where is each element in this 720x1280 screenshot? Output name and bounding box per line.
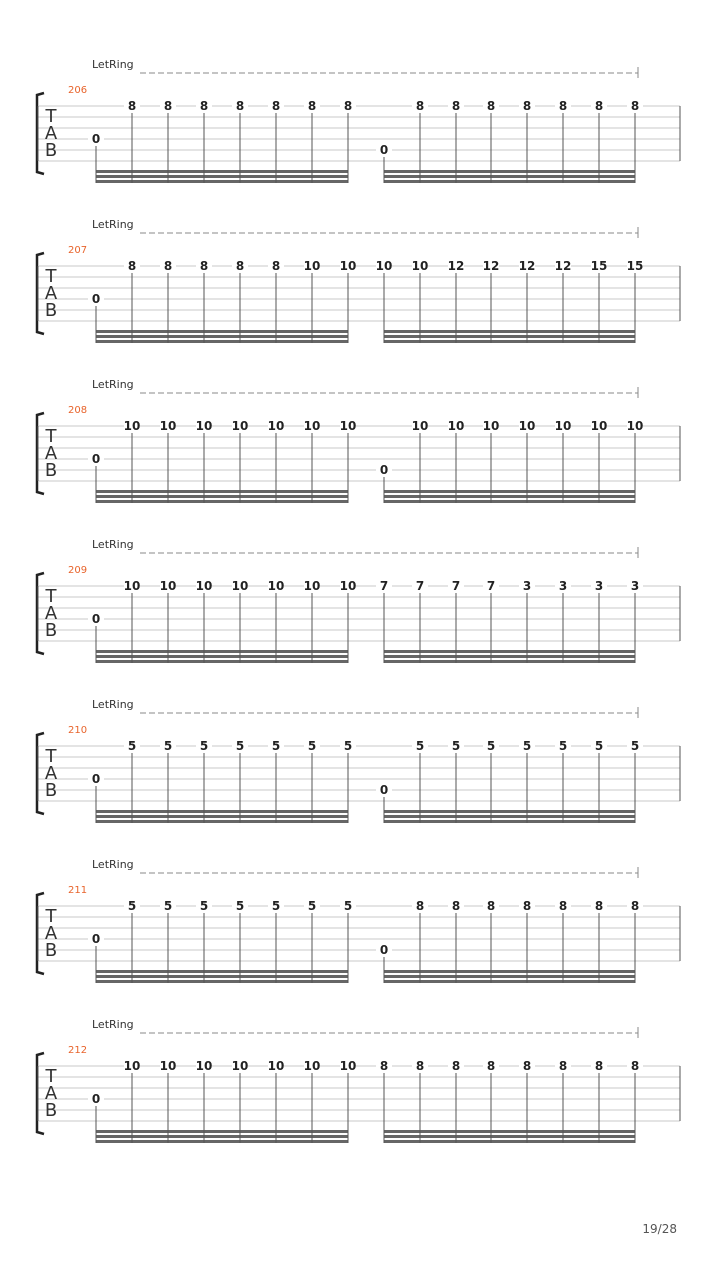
fret-number: 5 (343, 899, 353, 913)
fret-number: 10 (231, 1059, 249, 1073)
note-beam (384, 500, 635, 503)
fret-number: 8 (522, 899, 532, 913)
fret-number: 0 (91, 1092, 101, 1106)
measure-number: 212 (68, 1045, 88, 1056)
note-beam (384, 495, 635, 498)
fret-number: 5 (415, 739, 425, 753)
fret-number: 0 (379, 463, 389, 477)
fret-number: 3 (594, 579, 604, 593)
fret-number: 8 (522, 1059, 532, 1073)
note-beam (384, 660, 635, 663)
note-beam (96, 1130, 348, 1133)
let-ring-label: LetRing (92, 58, 134, 71)
fret-number: 10 (267, 579, 285, 593)
fret-number: 5 (199, 739, 209, 753)
fret-number: 8 (558, 99, 568, 113)
note-beam (96, 180, 348, 183)
fret-number: 0 (91, 452, 101, 466)
fret-number: 8 (271, 99, 281, 113)
fret-number: 5 (271, 739, 281, 753)
measure-number: 207 (68, 245, 88, 256)
fret-number: 15 (590, 259, 608, 273)
tab-clef-letter: T (45, 586, 57, 607)
fret-number: 7 (451, 579, 461, 593)
note-beam (96, 490, 348, 493)
fret-number: 8 (594, 99, 604, 113)
fret-number: 8 (163, 259, 173, 273)
note-beam (384, 810, 635, 813)
fret-number: 10 (123, 579, 141, 593)
fret-number: 10 (339, 579, 357, 593)
fret-number: 8 (127, 99, 137, 113)
let-ring-label: LetRing (92, 378, 134, 391)
fret-number: 10 (123, 419, 141, 433)
fret-number: 10 (195, 419, 213, 433)
note-beam (384, 340, 635, 343)
fret-number: 10 (195, 579, 213, 593)
fret-number: 5 (594, 739, 604, 753)
fret-number: 10 (303, 579, 321, 593)
fret-number: 8 (307, 99, 317, 113)
fret-number: 8 (630, 899, 640, 913)
fret-number: 0 (91, 772, 101, 786)
fret-number: 8 (127, 259, 137, 273)
note-beam (384, 820, 635, 823)
note-beam (96, 815, 348, 818)
tab-clef-letter: B (44, 620, 58, 641)
fret-number: 8 (630, 99, 640, 113)
fret-number: 5 (343, 739, 353, 753)
tab-clef-letter: B (44, 460, 58, 481)
fret-number: 5 (163, 899, 173, 913)
fret-number: 10 (411, 419, 429, 433)
fret-number: 8 (558, 1059, 568, 1073)
note-beam (384, 1135, 635, 1138)
note-beam (384, 815, 635, 818)
note-beam (96, 810, 348, 813)
measure-number: 211 (68, 885, 88, 896)
fret-number: 10 (195, 1059, 213, 1073)
note-beam (96, 1135, 348, 1138)
fret-number: 8 (486, 899, 496, 913)
fret-number: 5 (451, 739, 461, 753)
page-number: 19/28 (642, 1222, 677, 1236)
fret-number: 10 (159, 579, 177, 593)
let-ring-label: LetRing (92, 538, 134, 551)
fret-number: 8 (594, 1059, 604, 1073)
fret-number: 10 (339, 419, 357, 433)
let-ring-label: LetRing (92, 698, 134, 711)
fret-number: 10 (482, 419, 500, 433)
fret-number: 0 (379, 783, 389, 797)
fret-number: 7 (486, 579, 496, 593)
fret-number: 10 (303, 1059, 321, 1073)
fret-number: 8 (343, 99, 353, 113)
fret-number: 10 (159, 419, 177, 433)
fret-number: 5 (127, 899, 137, 913)
tab-clef-letter: A (44, 123, 58, 144)
fret-number: 8 (558, 899, 568, 913)
fret-number: 8 (451, 99, 461, 113)
fret-number: 3 (522, 579, 532, 593)
note-beam (384, 655, 635, 658)
note-beam (96, 335, 348, 338)
fret-number: 8 (415, 899, 425, 913)
fret-number: 8 (451, 899, 461, 913)
fret-number: 8 (163, 99, 173, 113)
fret-number: 0 (379, 943, 389, 957)
fret-number: 12 (482, 259, 500, 273)
tab-clef-letter: T (45, 426, 57, 447)
tab-clef-letter: A (44, 283, 58, 304)
fret-number: 8 (235, 99, 245, 113)
tab-clef-letter: A (44, 763, 58, 784)
note-beam (384, 1130, 635, 1133)
note-beam (384, 180, 635, 183)
fret-number: 5 (522, 739, 532, 753)
let-ring-label: LetRing (92, 858, 134, 871)
fret-number: 8 (379, 1059, 389, 1073)
fret-number: 10 (375, 259, 393, 273)
fret-number: 10 (339, 1059, 357, 1073)
fret-number: 5 (307, 739, 317, 753)
fret-number: 8 (271, 259, 281, 273)
tab-clef-letter: T (45, 746, 57, 767)
tab-clef-letter: A (44, 603, 58, 624)
fret-number: 10 (554, 419, 572, 433)
fret-number: 8 (594, 899, 604, 913)
measure-number: 210 (68, 725, 88, 736)
fret-number: 10 (303, 259, 321, 273)
fret-number: 8 (630, 1059, 640, 1073)
fret-number: 10 (159, 1059, 177, 1073)
tab-clef-letter: T (45, 106, 57, 127)
fret-number: 5 (163, 739, 173, 753)
fret-number: 8 (486, 1059, 496, 1073)
fret-number: 10 (626, 419, 644, 433)
fret-number: 5 (127, 739, 137, 753)
fret-number: 5 (235, 739, 245, 753)
measure-number: 209 (68, 565, 88, 576)
fret-number: 8 (522, 99, 532, 113)
fret-number: 8 (235, 259, 245, 273)
fret-number: 0 (379, 143, 389, 157)
note-beam (96, 975, 348, 978)
tab-clef-letter: T (45, 266, 57, 287)
note-beam (384, 330, 635, 333)
note-beam (384, 175, 635, 178)
note-beam (96, 170, 348, 173)
fret-number: 8 (199, 259, 209, 273)
tab-clef-letter: T (45, 1066, 57, 1087)
note-beam (96, 655, 348, 658)
fret-number: 12 (554, 259, 572, 273)
fret-number: 8 (199, 99, 209, 113)
fret-number: 10 (590, 419, 608, 433)
fret-number: 0 (91, 132, 101, 146)
note-beam (384, 170, 635, 173)
fret-number: 0 (91, 932, 101, 946)
fret-number: 7 (379, 579, 389, 593)
note-beam (384, 970, 635, 973)
note-beam (96, 650, 348, 653)
fret-number: 8 (415, 1059, 425, 1073)
measure-number: 208 (68, 405, 88, 416)
note-beam (96, 330, 348, 333)
note-beam (384, 975, 635, 978)
note-beam (96, 970, 348, 973)
fret-number: 5 (307, 899, 317, 913)
fret-number: 3 (630, 579, 640, 593)
tab-clef-letter: A (44, 443, 58, 464)
fret-number: 5 (630, 739, 640, 753)
note-beam (96, 1140, 348, 1143)
fret-number: 10 (447, 419, 465, 433)
fret-number: 10 (267, 419, 285, 433)
note-beam (96, 820, 348, 823)
note-beam (384, 650, 635, 653)
note-beam (96, 980, 348, 983)
fret-number: 8 (486, 99, 496, 113)
tab-clef-letter: B (44, 1100, 58, 1121)
tab-clef-letter: A (44, 1083, 58, 1104)
fret-number: 0 (91, 612, 101, 626)
fret-number: 5 (235, 899, 245, 913)
tab-clef-letter: T (45, 906, 57, 927)
fret-number: 8 (415, 99, 425, 113)
fret-number: 10 (303, 419, 321, 433)
fret-number: 10 (123, 1059, 141, 1073)
let-ring-label: LetRing (92, 1018, 134, 1031)
fret-number: 5 (486, 739, 496, 753)
note-beam (96, 500, 348, 503)
note-beam (384, 980, 635, 983)
note-beam (384, 335, 635, 338)
tab-clef-letter: B (44, 940, 58, 961)
tab-clef-letter: B (44, 140, 58, 161)
tab-clef-letter: B (44, 780, 58, 801)
fret-number: 10 (231, 579, 249, 593)
fret-number: 7 (415, 579, 425, 593)
note-beam (96, 340, 348, 343)
fret-number: 5 (199, 899, 209, 913)
fret-number: 10 (231, 419, 249, 433)
fret-number: 10 (518, 419, 536, 433)
fret-number: 12 (518, 259, 536, 273)
note-beam (96, 495, 348, 498)
fret-number: 10 (339, 259, 357, 273)
note-beam (96, 175, 348, 178)
fret-number: 5 (558, 739, 568, 753)
fret-number: 5 (271, 899, 281, 913)
note-beam (384, 1140, 635, 1143)
measure-number: 206 (68, 85, 88, 96)
fret-number: 12 (447, 259, 465, 273)
fret-number: 0 (91, 292, 101, 306)
fret-number: 10 (267, 1059, 285, 1073)
note-beam (384, 490, 635, 493)
let-ring-label: LetRing (92, 218, 134, 231)
fret-number: 10 (411, 259, 429, 273)
tab-clef-letter: B (44, 300, 58, 321)
fret-number: 3 (558, 579, 568, 593)
fret-number: 15 (626, 259, 644, 273)
note-beam (96, 660, 348, 663)
fret-number: 8 (451, 1059, 461, 1073)
tab-clef-letter: A (44, 923, 58, 944)
